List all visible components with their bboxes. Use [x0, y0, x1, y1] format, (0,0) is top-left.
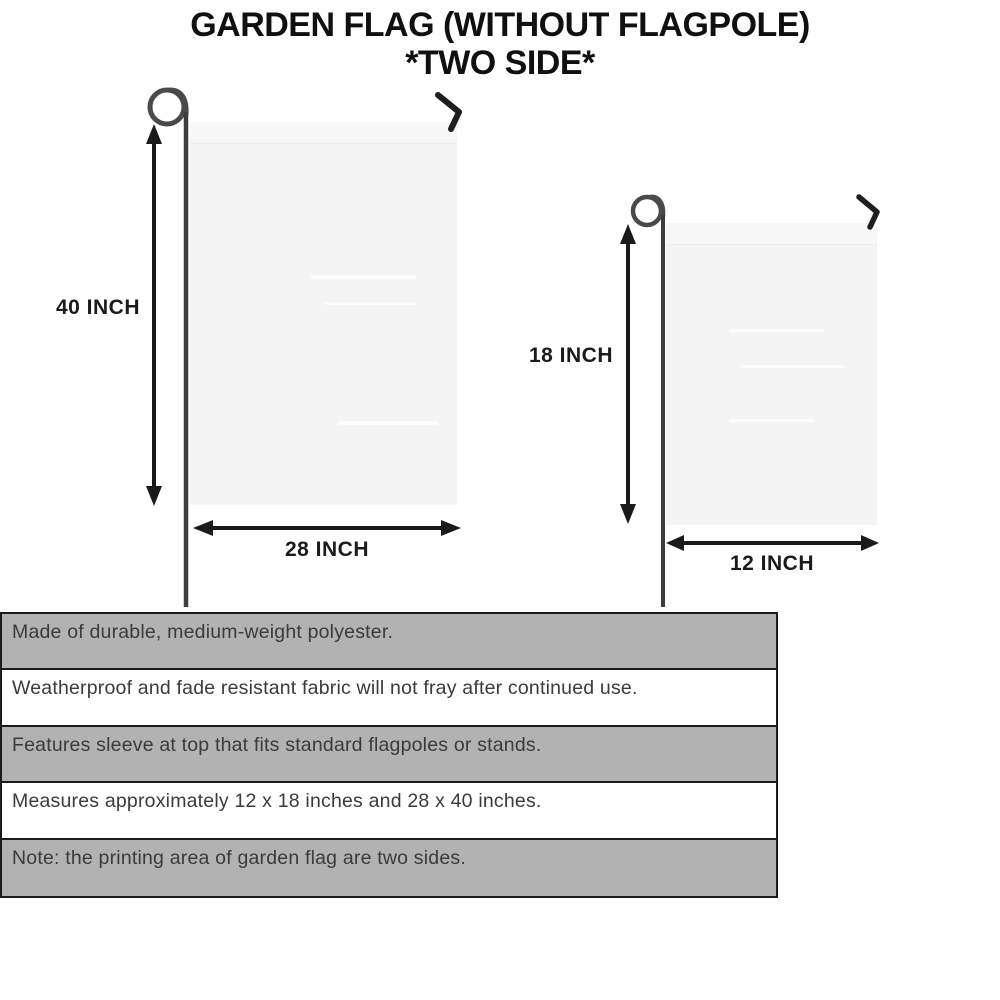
- small-flag-height-label: 18 INCH: [528, 344, 613, 367]
- fabric-wrinkle: [729, 419, 813, 422]
- title-line2: *TWO SIDE*: [405, 44, 595, 82]
- fabric-wrinkle: [729, 329, 824, 332]
- small-flag-width-label: 12 INCH: [729, 552, 815, 575]
- feature-list: [0, 612, 778, 898]
- fabric-wrinkle: [310, 275, 417, 279]
- large-flagpole-bend: [170, 90, 186, 114]
- small-flagpole-loop-icon: [633, 197, 661, 225]
- arrow-down-icon: [620, 504, 636, 524]
- arrow-left-icon: [666, 535, 684, 551]
- fabric-wrinkle: [740, 365, 846, 368]
- large-flag-width-label: 28 INCH: [284, 538, 370, 561]
- feature-row: Features sleeve at top that fits standard flagpoles or stands.: [2, 727, 776, 783]
- title-line1: GARDEN FLAG (WITHOUT FLAGPOLE): [190, 6, 810, 44]
- arrow-left-icon: [193, 520, 213, 536]
- arrow-down-icon: [146, 486, 162, 506]
- feature-row: Measures approximately 12 x 18 inches and 28 x 40 inches.: [2, 783, 776, 839]
- large-flagpole-loop-icon: [150, 90, 184, 124]
- fabric-wrinkle: [324, 302, 417, 305]
- arrow-up-icon: [146, 124, 162, 144]
- arrow-right-icon: [441, 520, 461, 536]
- arrow-up-icon: [620, 224, 636, 244]
- feature-row: Made of durable, medium-weight polyester.: [2, 614, 776, 670]
- small-garden-flag: [666, 223, 877, 525]
- fabric-wrinkle: [337, 421, 438, 425]
- feature-row: Weatherproof and fade resistant fabric will not fray after continued use.: [2, 670, 776, 726]
- large-flag-height-label: 40 INCH: [55, 296, 140, 319]
- small-flagpole-bend: [650, 197, 663, 216]
- feature-row: Note: the printing area of garden flag are two sides.: [2, 840, 776, 896]
- small-flag-sleeve: [666, 223, 877, 245]
- large-flag-sleeve: [190, 122, 457, 144]
- page-title: [0, 6, 1000, 82]
- large-garden-flag: [190, 122, 457, 505]
- arrow-right-icon: [861, 535, 879, 551]
